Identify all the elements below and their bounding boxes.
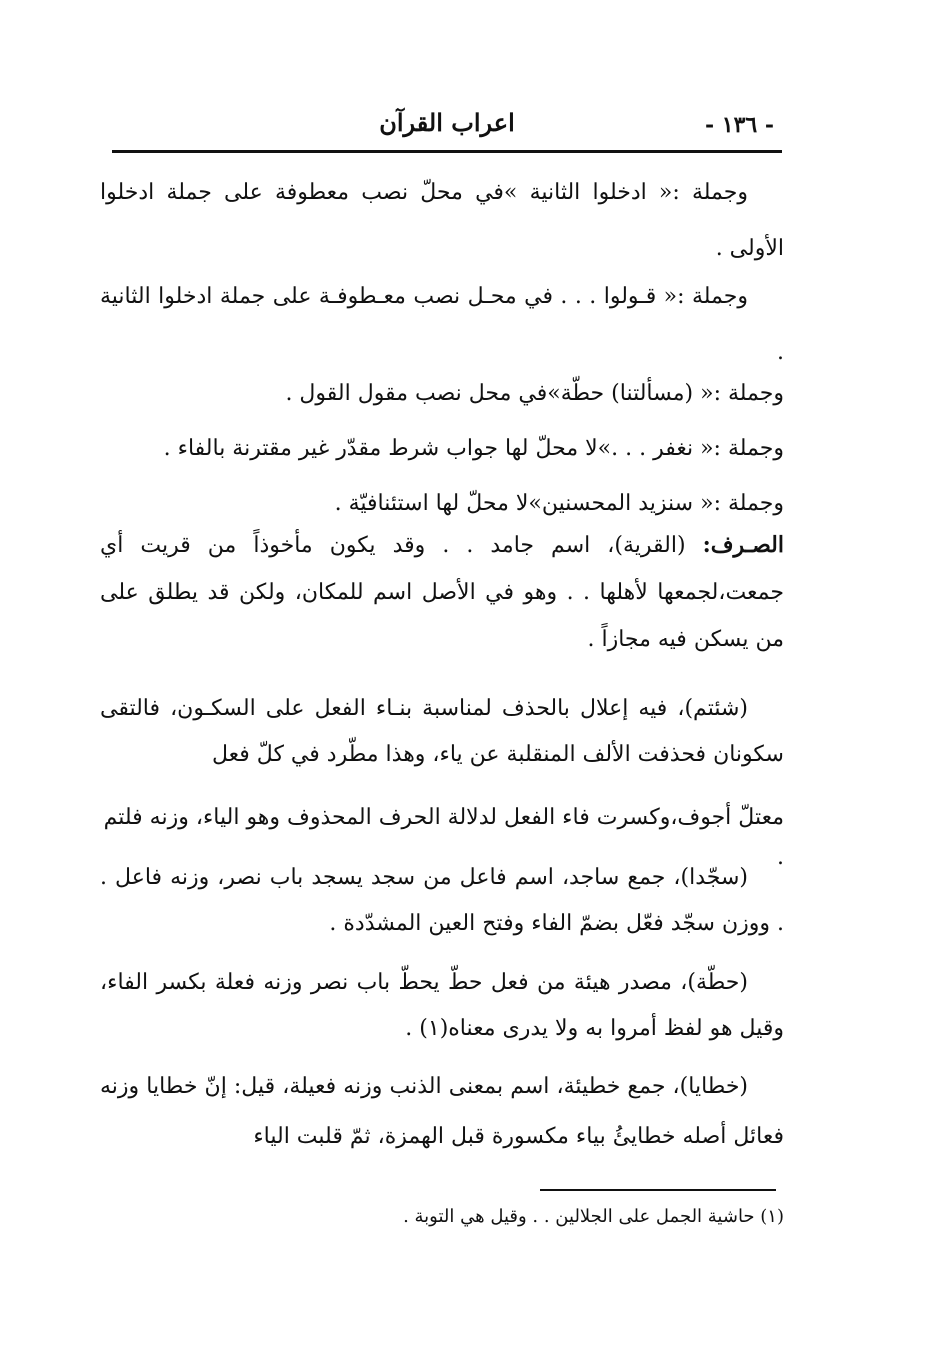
sarf-label: الصـرف: [702, 532, 784, 558]
page-title: اعراب القرآن [379, 108, 515, 137]
paragraph-jumla-2: وجملة :« قـولوا . . . في محـل نصب معـطوفـة على جملة ادخلوا الثانية . [100, 284, 784, 365]
paragraph-khataya: (خطايا)، جمع خطيئة، اسم بمعنى الذنب وزنه فعيلة، قيل: إنّ خطايا وزنه فعائل أصله خطايئُ بياء مكسورة قبل الهمزة، ثمّ قلبت الياء [100, 1074, 784, 1149]
footnote: (١) حاشية الجمل على الجلالين . . وقيل هي التوبة . [403, 1206, 784, 1227]
paragraph-sujjadan: (سجّدا)، جمع ساجد، اسم فاعل من سجد يسجد باب نصر، وزنه فاعل . . ووزن سجّد فعّل بضمّ الفاء وفتح العين المشدّدة . [100, 865, 784, 936]
page-header [112, 108, 782, 152]
footnote-rule [540, 1189, 776, 1191]
paragraph-jumla-3: وجملة :« (مسألتنا) حطّة»في محل نصب مقول القول . [285, 381, 784, 406]
paragraph-hittah: (حطّة)، مصدر هيئة من فعل حطّ يحطّ باب نصر وزنه فعلة بكسر الفاء، وقيل هو لفظ أمروا به ولا يدرى معناه(١) . [100, 970, 784, 1041]
paragraph-shi2tum-cont: معتلّ أجوف،وكسرت فاء الفعل لدلالة الحرف المحذوف وهو الياء، وزنه فلتم . [103, 805, 784, 870]
paragraph-shi2tum: (شئتم)، فيه إعلال بالحذف لمناسبة بنـاء الفعل على السكـون، فالتقى سكونان فحذفت الألف المنقلبة عن ياء، وهذا مطّرد في كلّ فعل [100, 696, 784, 767]
sarf-text: (القرية)، اسم جامد . . وقد يكون مأخوذاً من قريت أي جمعت،لجمعها لأهلها . . وهو في الأصل اسم للمكان، ولكن قد يطلق على من يسكن فيه مجازاً . [100, 533, 784, 652]
page-number: - ١٣٦ - [704, 112, 774, 138]
paragraph-jumla-4: وجملة :« نغفر . . .»لا محلّ لها جواب شرط مقدّر غير مقترنة بالفاء . [163, 436, 784, 461]
header-rule [112, 150, 782, 153]
paragraph-sarf [100, 522, 784, 663]
paragraph-jumla-1: وجملة :« ادخلوا الثانية »في محلّ نصب معطوفة على جملة ادخلوا الأولى . [100, 180, 784, 261]
paragraph-jumla-5: وجملة :« سنزيد المحسنين»لا محلّ لها استئنافيّة . [334, 491, 784, 516]
